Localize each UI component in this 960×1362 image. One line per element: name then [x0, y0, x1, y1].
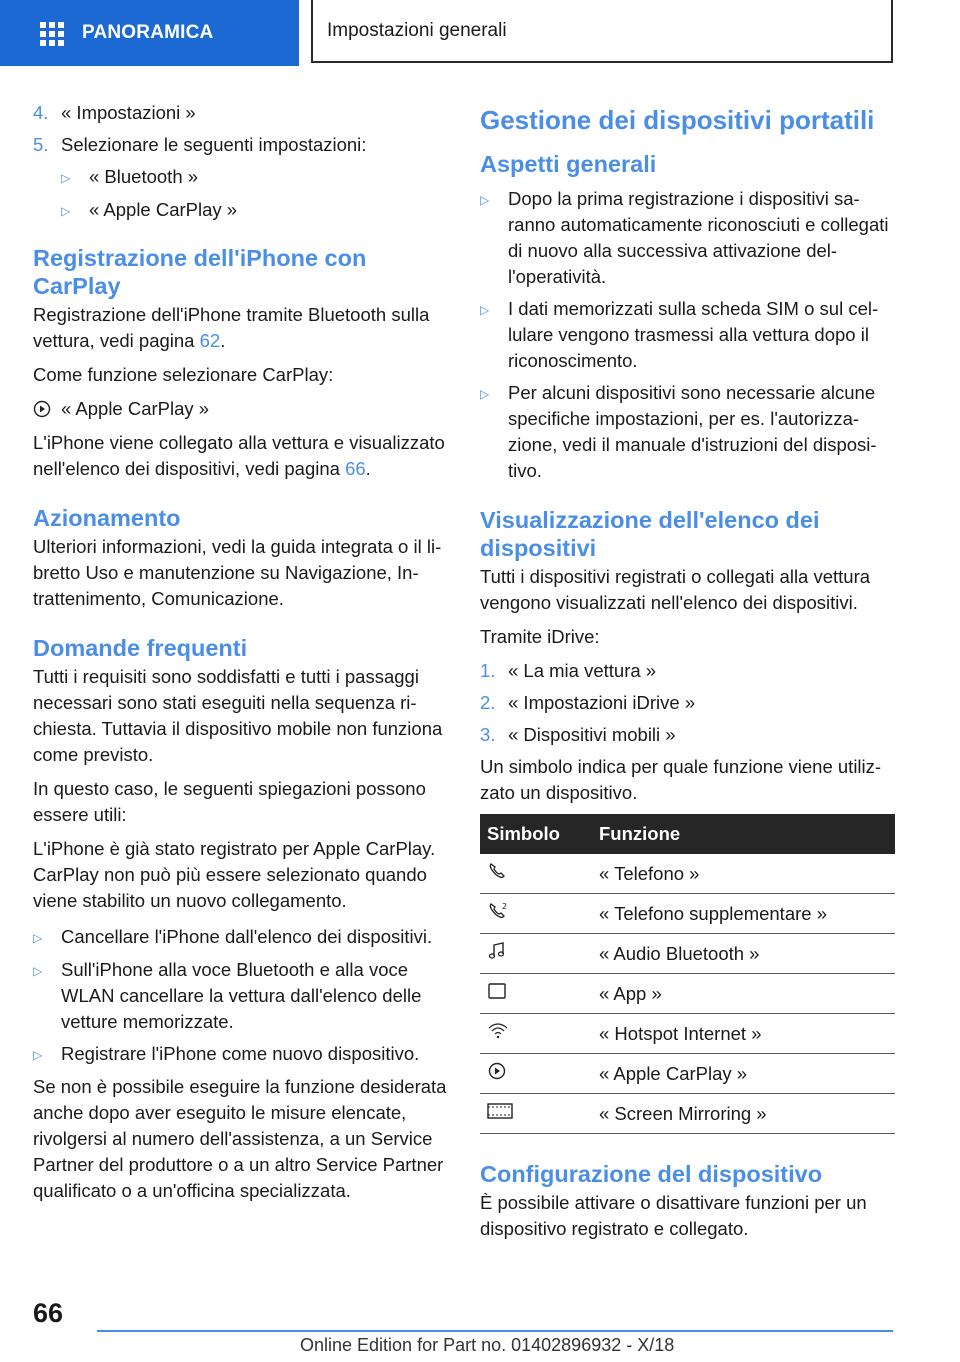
paragraph: Se non è possibile eseguire la funzione desiderata anche dopo aver eseguito le misure elencate, rivolgersi al numero dell'assistenza, a un Service Partner del produttore o a un altro Service Partner qualificato o a un'officina specializzata.	[33, 1076, 447, 1201]
list-item-text: Sull'iPhone alla voce Bluetooth e alla voce WLAN cancellare la vettura dall'elenco delle vetture memorizzate.	[61, 959, 422, 1032]
function-text: « Telefono supplementare »	[592, 894, 895, 934]
triangle-bullet-icon: ▷	[480, 387, 490, 401]
heading-registrazione: Registrazione dell'iPhone con CarPlay	[33, 245, 367, 299]
step-text: « La mia vettura »	[508, 660, 657, 681]
sub-bullet	[61, 197, 453, 224]
step-1	[480, 658, 900, 684]
paragraph: Tutti i requisiti sono soddisfatti e tutti i passaggi necessari sono stati eseguiti nella sequenza richiesta. Tuttavia il dispositivo mobile non funziona come previsto.	[33, 666, 443, 765]
text: L'iPhone viene collegato alla vettura e visualizzato nell'elenco dei dispositivi, vedi pagina	[33, 432, 445, 479]
list-item	[33, 924, 453, 951]
step-5	[33, 132, 453, 158]
left-column	[33, 100, 453, 1212]
option-text: « Apple CarPlay »	[61, 398, 210, 419]
step-4	[33, 100, 453, 126]
music-note-icon	[487, 941, 507, 961]
function-text: « Hotspot Internet »	[592, 1014, 895, 1054]
paragraph: Tutti i dispositivi registrati o collegati alla vettura vengono visualizzati nell'elenco dei dispositivi.	[480, 566, 871, 613]
right-column	[480, 100, 900, 1250]
triangle-bullet-icon: ▷	[33, 1048, 43, 1062]
triangle-bullet-icon: ▷	[33, 931, 43, 945]
paragraph: Registrazione dell'iPhone tramite Bluetooth sulla vettura, vedi pagina 62.	[33, 304, 430, 351]
table-row	[480, 1054, 895, 1094]
heading-aspetti: Aspetti generali	[480, 151, 657, 177]
column-header-symbol: Simbolo	[480, 814, 592, 854]
list-item	[480, 296, 900, 374]
function-text: « Audio Bluetooth »	[592, 934, 895, 974]
sub-bullet-text: « Apple CarPlay »	[89, 199, 238, 220]
text: Registrazione dell'iPhone tramite Bluetooth sulla vettura, vedi pagina	[33, 304, 430, 351]
paragraph: L'iPhone è già stato registrato per Apple CarPlay. CarPlay non può più essere selezionato quando viene stabilito un nuovo collegamento.	[33, 838, 436, 911]
step-number: 4.	[33, 102, 49, 123]
step-3	[480, 722, 900, 748]
section-title: Impostazioni generali	[311, 0, 893, 63]
table-row	[480, 934, 895, 974]
list-item	[480, 380, 900, 484]
sub-bullet	[61, 164, 453, 191]
triangle-bullet-icon: ▷	[61, 171, 71, 185]
table-row	[480, 1014, 895, 1054]
function-text: « Screen Mirroring »	[592, 1094, 895, 1134]
list-item	[480, 186, 900, 290]
list-item-text: Registrare l'iPhone come nuovo dispositivo.	[61, 1043, 420, 1064]
overview-nav-button[interactable]	[0, 0, 299, 66]
list-item	[33, 1041, 453, 1068]
screen-mirroring-icon	[487, 1101, 513, 1121]
list-item-text: Dopo la prima registrazione i dispositivi saranno automaticamente riconosciuti e collegati di nuovo alla successiva attivazione dell'operatività.	[508, 188, 889, 287]
step-text: « Impostazioni »	[61, 102, 196, 123]
overview-nav-label: PANORAMICA	[82, 22, 214, 43]
list-item-text: Per alcuni dispositivi sono necessarie alcune specifiche impostazioni, per es. l'autorizzazione, vedi il manuale d'istruzioni del dispositivo.	[508, 382, 877, 481]
function-text: « App »	[592, 974, 895, 1014]
wifi-icon	[487, 1021, 509, 1041]
sub-bullet-text: « Bluetooth »	[89, 166, 199, 187]
phone-secondary-icon	[487, 901, 509, 921]
page-number: 66	[33, 1298, 64, 1328]
table-row	[480, 894, 895, 934]
paragraph: Come funzione selezionare CarPlay:	[33, 364, 334, 385]
carplay-icon	[487, 1061, 507, 1081]
step-number: 1.	[480, 660, 496, 681]
table-row	[480, 974, 895, 1014]
step-number: 3.	[480, 724, 496, 745]
triangle-bullet-icon: ▷	[480, 193, 490, 207]
function-text: « Telefono »	[592, 854, 895, 894]
svg-text:2: 2	[502, 902, 508, 911]
carplay-option	[33, 396, 453, 422]
triangle-bullet-icon: ▷	[61, 204, 71, 218]
heading-gestione: Gestione dei dispositivi portatili	[480, 105, 875, 135]
table-row	[480, 854, 895, 894]
paragraph: Tramite iDrive:	[480, 626, 600, 647]
heading-domande: Domande frequenti	[33, 635, 248, 661]
list-item-text: I dati memorizzati sulla scheda SIM o sul cellulare vengono trasmessi alla vettura dopo il riconoscimento.	[508, 298, 879, 371]
heading-azionamento: Azionamento	[33, 505, 181, 531]
heading-visualizzazione: Visualizzazione dell'elenco dei dispositivi	[480, 507, 820, 561]
footer-edition: Online Edition for Part no. 01402896932 - X/18	[300, 1335, 675, 1355]
column-header-function: Funzione	[592, 814, 895, 854]
page-link[interactable]: 62	[199, 330, 221, 351]
step-number: 5.	[33, 134, 49, 155]
step-text: « Impostazioni iDrive »	[508, 692, 696, 713]
list-item	[33, 957, 453, 1035]
step-text: « Dispositivi mobili »	[508, 724, 676, 745]
triangle-bullet-icon: ▷	[480, 303, 490, 317]
phone-icon	[487, 861, 507, 881]
paragraph: Ulteriori informazioni, vedi la guida integrata o il libretto Uso e manutenzione su Navigazione, Intrattenimento, Comunicazione.	[33, 536, 442, 609]
carplay-icon	[33, 400, 51, 418]
table-header-row	[480, 814, 895, 854]
list-item-text: Cancellare l'iPhone dall'elenco dei dispositivi.	[61, 926, 433, 947]
function-text: « Apple CarPlay »	[592, 1054, 895, 1094]
page-link[interactable]: 66	[345, 458, 366, 479]
heading-configurazione: Configurazione del dispositivo	[480, 1161, 823, 1187]
table-row	[480, 1094, 895, 1134]
paragraph: Un simbolo indica per quale funzione viene utilizzato un dispositivo.	[480, 756, 882, 803]
triangle-bullet-icon: ▷	[33, 964, 43, 978]
paragraph: È possibile attivare o disattivare funzioni per un dispositivo registrato e collegato.	[480, 1192, 867, 1239]
step-text: Selezionare le seguenti impostazioni:	[61, 134, 367, 155]
footer-divider	[97, 1330, 893, 1332]
paragraph: L'iPhone viene collegato alla vettura e visualizzato nell'elenco dei dispositivi, vedi pagina 66.	[33, 432, 445, 479]
step-number: 2.	[480, 692, 496, 713]
paragraph: In questo caso, le seguenti spiegazioni possono essere utili:	[33, 778, 426, 825]
app-square-icon	[487, 981, 507, 1001]
step-2	[480, 690, 900, 716]
symbol-table	[480, 814, 895, 1134]
grid-menu-icon	[40, 22, 64, 44]
